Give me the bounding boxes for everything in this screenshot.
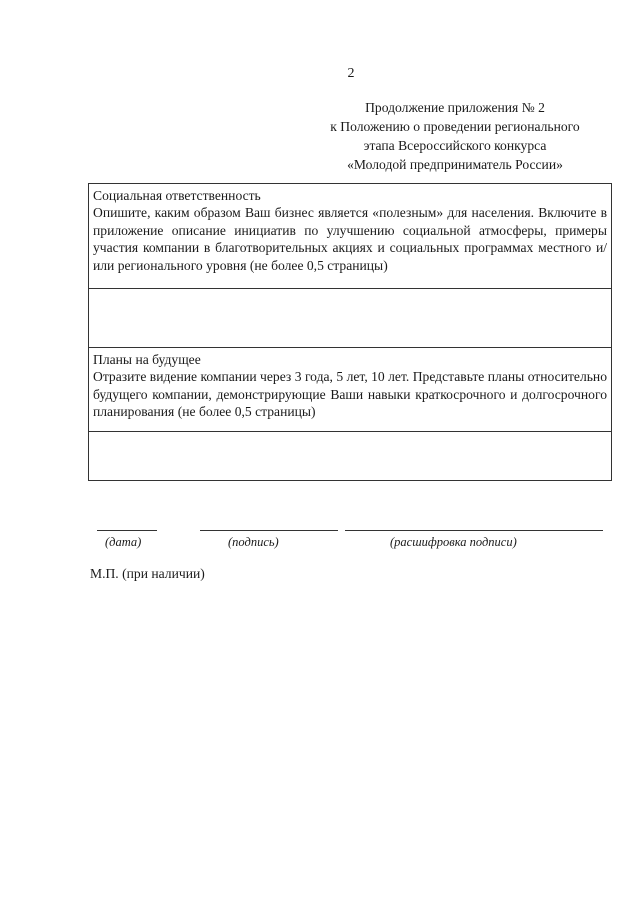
- section-title: Социальная ответственность: [93, 188, 261, 203]
- signature-decode-line[interactable]: [345, 530, 603, 531]
- future-plans-answer-field[interactable]: [89, 432, 611, 480]
- social-responsibility-section: [89, 184, 611, 289]
- section-title: Планы на будущее: [93, 352, 201, 367]
- appendix-header: [300, 98, 610, 174]
- section-description: Отразите видение компании через 3 года, 5 лет, 10 лет. Представьте планы относительно будущего компании, демонстрирующие Ваши навыки краткосрочного и долгосрочного планирования (не более 0,5 страницы): [93, 369, 607, 420]
- appendix-header-line: Продолжение приложения № 2: [365, 100, 545, 115]
- form-table: [88, 183, 612, 481]
- signature-label: (подпись): [228, 535, 279, 549]
- appendix-header-line: этапа Всероссийского конкурса: [363, 138, 547, 153]
- appendix-header-line: к Положению о проведении регионального: [330, 119, 580, 134]
- page-number: 2: [347, 66, 355, 81]
- social-responsibility-answer-field[interactable]: [89, 289, 611, 348]
- stamp-label: М.П. (при наличии): [90, 566, 205, 581]
- section-description: Опишите, каким образом Ваш бизнес является «полезным» для населения. Включите в приложение описание инициатив по улучшению социальной атмосферы, примеры участия компании в благотворительных акциях и социальных программах местного и/или регионального уровня (не более 0,5 страницы): [93, 205, 607, 273]
- date-line[interactable]: [97, 530, 157, 531]
- signature-decode-label: (расшифровка подписи): [390, 535, 517, 549]
- signature-line[interactable]: [200, 530, 338, 531]
- date-label: (дата): [105, 535, 142, 549]
- future-plans-section: [89, 348, 611, 432]
- appendix-header-line: «Молодой предприниматель России»: [347, 157, 563, 172]
